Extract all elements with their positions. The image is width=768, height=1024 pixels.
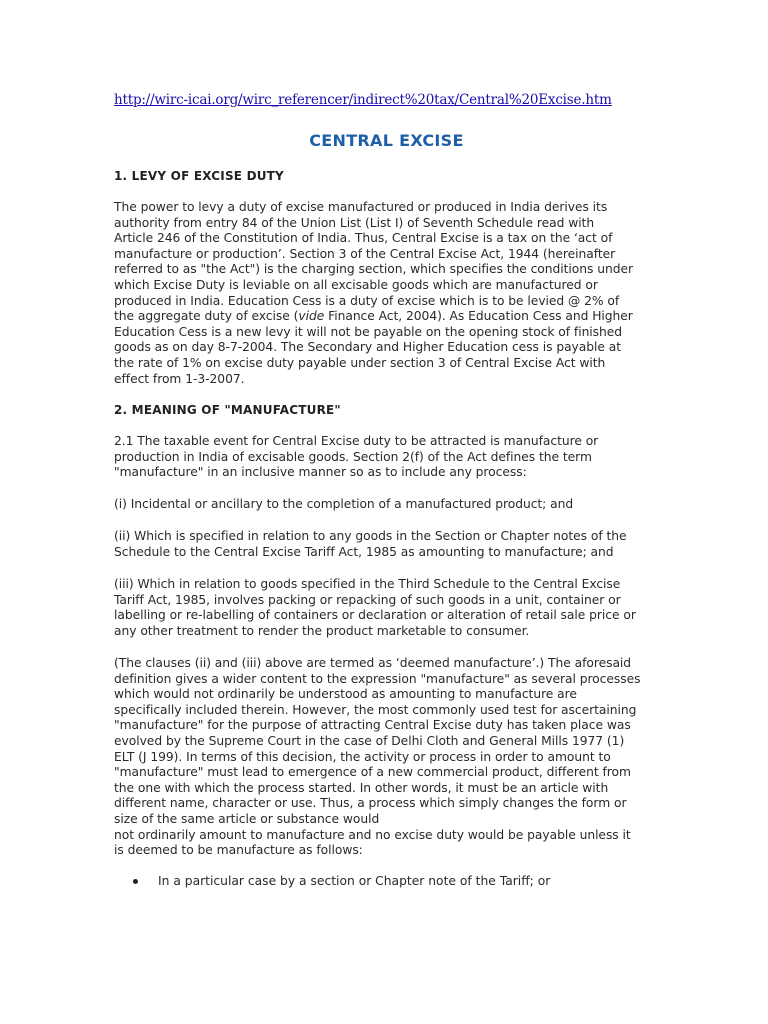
section-2-paragraph-4	[114, 577, 659, 639]
para-line: (i) Incidental or ancillary to the completion of a manufactured product; and	[114, 497, 574, 511]
para-line: labelling or re-labelling of containers or declaration or alteration of retail sale price or	[114, 608, 636, 623]
list-item-text: In a particular case by a section or Chapter note of the Tariff; or	[158, 874, 551, 888]
source-url-link[interactable]: http://wirc-icai.org/wirc_referencer/indirect%20tax/Central%20Excise.htm	[114, 92, 612, 108]
para-line: the one with which the process started. In other words, it must be an article with	[114, 780, 609, 795]
para-line: effect from 1-3-2007.	[114, 371, 245, 386]
para-line: size of the same article or substance would	[114, 811, 380, 826]
para-line: goods as on day 8-7-2004. The Secondary and Higher Education cess is payable at	[114, 340, 622, 355]
para-line: specifically included therein. However, the most commonly used test for ascertaining	[114, 702, 637, 717]
para-line: Tariff Act, 1985, involves packing or repacking of such goods in a unit, container or	[114, 592, 621, 607]
para-line: produced in India. Education Cess is a duty of excise which is to be levied @ 2% of	[114, 293, 620, 308]
section-1-paragraph	[114, 200, 659, 387]
para-line: (ii) Which is specified in relation to any goods in the Section or Chapter notes of the	[114, 529, 627, 543]
para-line: definition gives a wider content to the expression "manufacture" as several processes	[114, 671, 641, 686]
para-line: the rate of 1% on excise duty payable under section 3 of Central Excise Act with	[114, 355, 606, 370]
bullet-dot	[133, 879, 138, 884]
para-line: (iii) Which in relation to goods specified in the Third Schedule to the Central Excise	[114, 577, 621, 591]
section-2-paragraph-1	[114, 434, 659, 481]
section-2-paragraph-5	[114, 656, 659, 859]
para-line: not ordinarily amount to manufacture and no excise duty would be payable unless it	[114, 827, 631, 842]
para-line: 2.1 The taxable event for Central Excise duty to be attracted is manufacture or	[114, 434, 599, 448]
para-line: referred to as "the Act") is the charging section, which specifies the conditions under	[114, 262, 633, 277]
para-line: Schedule to the Central Excise Tariff Act, 1985 as amounting to manufacture; and	[114, 544, 614, 559]
section-1-heading: 1. LEVY OF EXCISE DUTY	[114, 169, 284, 183]
para-line	[114, 309, 659, 325]
section-2-heading: 2. MEANING OF "MANUFACTURE"	[114, 403, 341, 417]
para-line: manufacture or production’. Section 3 of the Central Excise Act, 1944 (hereinafter	[114, 246, 616, 261]
para-line: any other treatment to render the product marketable to consumer.	[114, 623, 530, 638]
para-line: production in India of excisable goods. Section 2(f) of the Act defines the term	[114, 449, 592, 464]
para-line: evolved by the Supreme Court in the case of Delhi Cloth and General Mills 1977 (1)	[114, 733, 625, 748]
para-line: which Excise Duty is leviable on all excisable goods which are manufactured or	[114, 277, 598, 292]
para-line-start: the aggregate duty of excise (	[114, 309, 299, 324]
para-line: which would not ordinarily be understood as amounting to manufacture are	[114, 687, 577, 702]
para-line: authority from entry 84 of the Union List (List I) of Seventh Schedule read with	[114, 215, 595, 230]
para-line: different name, character or use. Thus, a process which simply changes the form or	[114, 796, 627, 811]
para-line-tail: Finance Act, 2004). As Education Cess and Higher	[324, 309, 633, 324]
vide-italic: vide	[298, 309, 325, 324]
para-line: is deemed to be manufacture as follows:	[114, 843, 363, 858]
page-title: CENTRAL EXCISE	[309, 131, 464, 150]
para-line: Article 246 of the Constitution of India. Thus, Central Excise is a tax on the ‘act of	[114, 231, 613, 246]
para-line: "manufacture" must lead to emergence of a new commercial product, different from	[114, 765, 631, 780]
para-line: (The clauses (ii) and (iii) above are termed as ‘deemed manufacture’.) The aforesaid	[114, 656, 632, 670]
list-item	[114, 874, 550, 888]
section-2-paragraph-3	[114, 529, 659, 560]
para-line: ELT (J 199). In terms of this decision, the activity or process in order to amount to	[114, 749, 611, 764]
section-2-paragraph-2	[114, 497, 659, 513]
para-line: "manufacture" in an inclusive manner so as to include any process:	[114, 465, 527, 480]
para-line: Education Cess is a new levy it will not be payable on the opening stock of finished	[114, 324, 623, 339]
para-line: The power to levy a duty of excise manufactured or produced in India derives its	[114, 200, 608, 214]
para-line: "manufacture" for the purpose of attracting Central Excise duty has taken place was	[114, 718, 631, 733]
bullet-list	[114, 874, 550, 888]
